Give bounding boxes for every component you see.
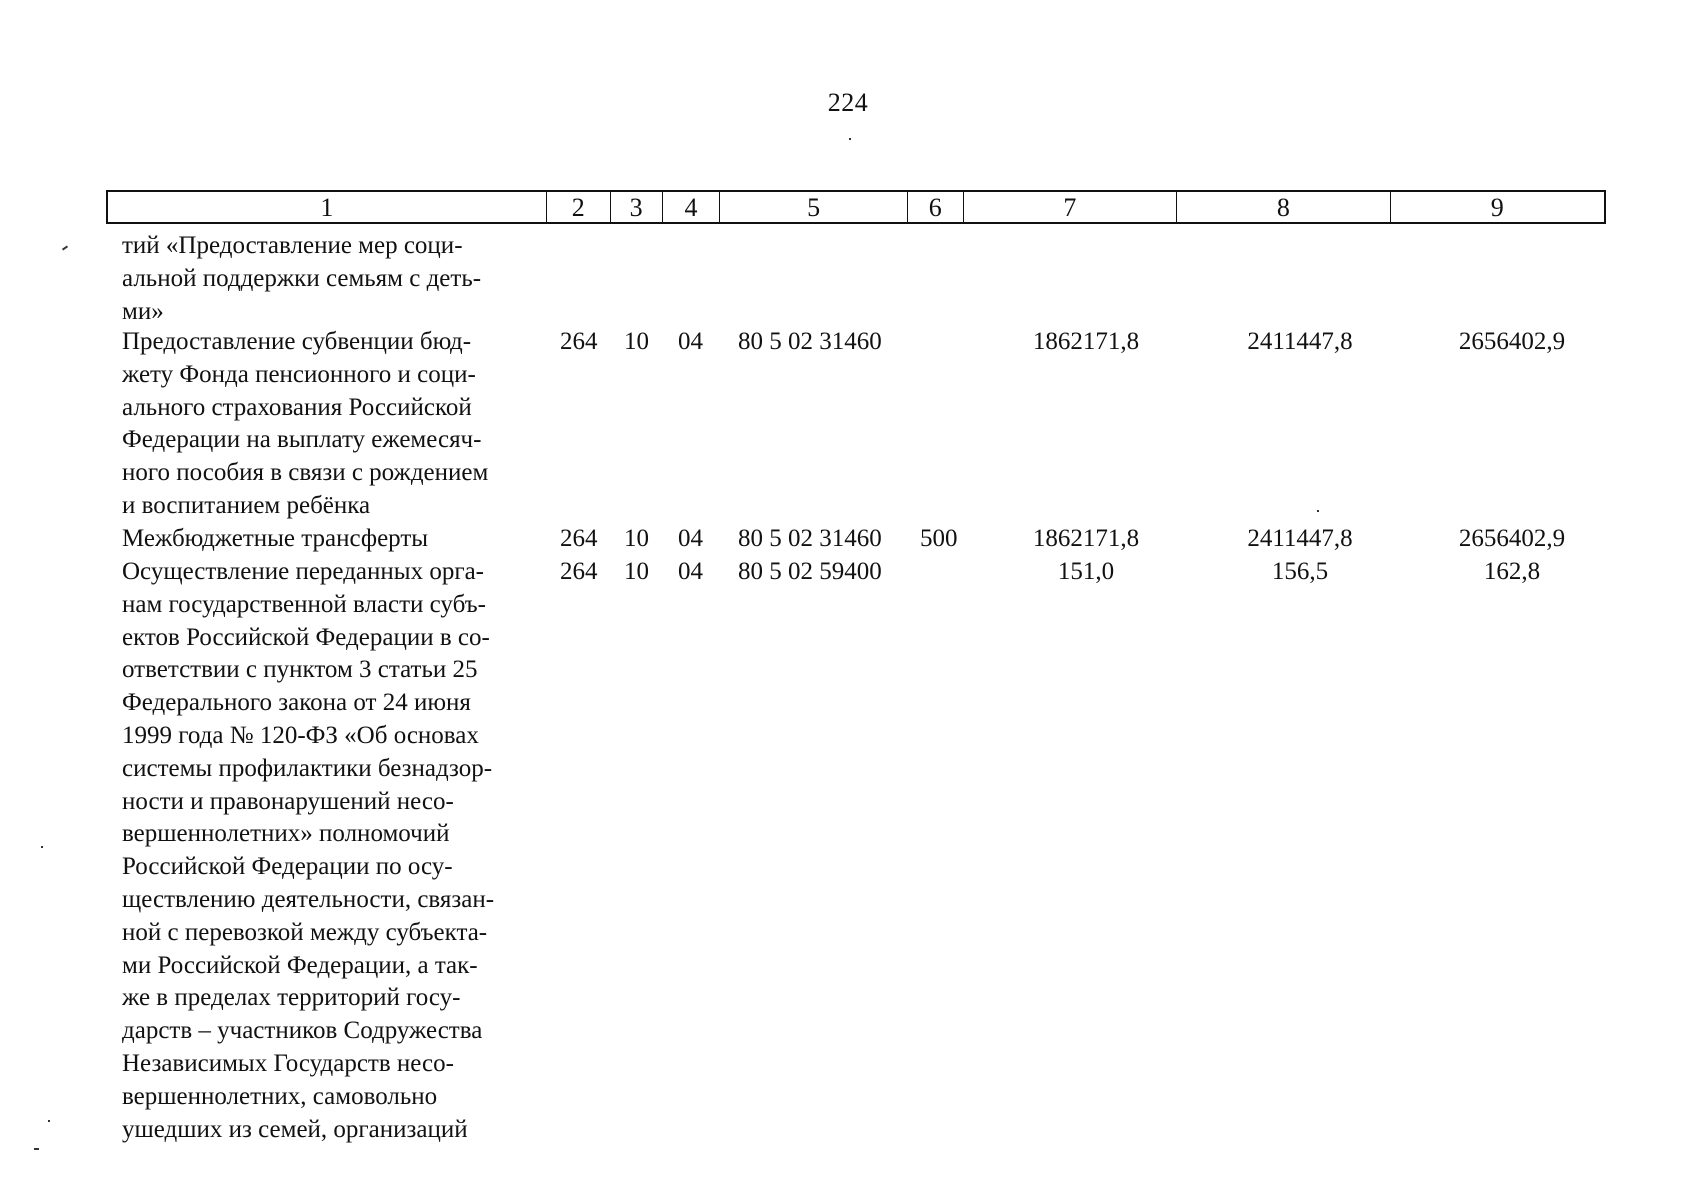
- scan-speck: [34, 1148, 39, 1150]
- header-col-1: 1: [108, 192, 547, 222]
- header-col-3: 3: [611, 192, 663, 222]
- description-line: вершеннолетних» полномочий: [122, 820, 450, 848]
- scan-speck: [62, 245, 68, 250]
- row-description: [122, 556, 542, 1146]
- header-col-8: 8: [1177, 192, 1390, 222]
- description-line: тий «Предоставление мер соци-: [122, 232, 463, 259]
- description-line: Российской Федерации по осу-: [122, 853, 453, 881]
- header-col-7: 7: [964, 192, 1177, 222]
- description-line: же в пределах территорий госу-: [122, 984, 461, 1012]
- cell-ministry: 264: [560, 525, 598, 552]
- description-line: Федерации на выплату ежемесяч-: [122, 426, 482, 454]
- description-line: Межбюджетные трансферты: [122, 525, 429, 552]
- cell-amount-col8: 156,5: [1271, 558, 1329, 585]
- description-line: жету Фонда пенсионного и соци-: [122, 360, 476, 388]
- description-line: нам государственной власти субъ-: [122, 590, 486, 618]
- cell-section: 10: [624, 558, 649, 585]
- header-col-4: 4: [663, 192, 721, 222]
- description-line: ществлению деятельности, связан-: [122, 885, 495, 913]
- description-line: ми»: [122, 297, 164, 325]
- cell-amount-col7: 151,0: [1057, 558, 1115, 585]
- cell-amount-col8: 2411447,8: [1247, 328, 1353, 355]
- description-line: Федерального закона от 24 июня: [122, 689, 471, 717]
- description-line: и воспитанием ребёнка: [122, 491, 371, 519]
- description-line: альной поддержки семьям с деть-: [122, 264, 482, 292]
- table-header: [106, 190, 1606, 224]
- cell-amount-col9: 2656402,9: [1458, 328, 1566, 355]
- description-line: ектов Российской Федерации в со-: [122, 623, 490, 651]
- row-description: [122, 523, 542, 556]
- header-col-2: 2: [547, 192, 611, 222]
- row-description: [122, 230, 542, 328]
- cell-expense-type: 500: [920, 525, 958, 552]
- cell-amount-col9: 162,8: [1483, 558, 1541, 585]
- page-number: 224: [827, 88, 869, 117]
- cell-amount-col7: 1862171,8: [1032, 525, 1140, 552]
- description-line: ности и правонарушений несо-: [122, 787, 454, 815]
- cell-target-article: 80 5 02 59400: [738, 558, 882, 585]
- description-line: ми Российской Федерации, а так-: [122, 951, 478, 979]
- cell-amount-col7: 1862171,8: [1032, 328, 1140, 355]
- cell-amount-col9: 2656402,9: [1458, 525, 1566, 552]
- header-col-9: 9: [1490, 193, 1504, 222]
- row-description: [122, 326, 542, 523]
- description-line: Предоставление субвенции бюд-: [122, 328, 472, 355]
- cell-subsection: 04: [678, 328, 703, 355]
- cell-section: 10: [624, 328, 649, 355]
- scan-speck: [41, 846, 43, 848]
- description-line: Независимых Государств несо-: [122, 1049, 454, 1077]
- description-line: Осуществление переданных орга-: [122, 558, 484, 585]
- description-line: ного пособия в связи с рождением: [122, 459, 489, 487]
- description-line: ответствии с пунктом 3 статьи 25: [122, 656, 478, 684]
- description-line: ального страхования Российской: [122, 393, 472, 421]
- cell-subsection: 04: [678, 558, 703, 585]
- cell-target-article: 80 5 02 31460: [738, 328, 882, 355]
- description-line: вершеннолетних, самовольно: [122, 1082, 438, 1110]
- description-line: дарств – участников Содружества: [122, 1017, 483, 1045]
- header-col-5: 5: [720, 192, 908, 222]
- cell-section: 10: [624, 525, 649, 552]
- description-line: ной с перевозкой между субъекта-: [122, 918, 488, 946]
- header-col-6: 6: [908, 192, 964, 222]
- scan-speck: [48, 1120, 50, 1122]
- scan-speck: [849, 138, 851, 140]
- cell-ministry: 264: [560, 328, 598, 355]
- cell-target-article: 80 5 02 31460: [738, 525, 882, 552]
- description-line: ушедших из семей, организаций: [122, 1115, 468, 1143]
- description-line: системы профилактики безнадзор-: [122, 754, 493, 782]
- cell-ministry: 264: [560, 558, 598, 585]
- scan-speck: [1317, 510, 1319, 512]
- description-line: 1999 года № 120-ФЗ «Об основах: [122, 721, 479, 749]
- cell-amount-col8: 2411447,8: [1247, 525, 1353, 552]
- cell-subsection: 04: [678, 525, 703, 552]
